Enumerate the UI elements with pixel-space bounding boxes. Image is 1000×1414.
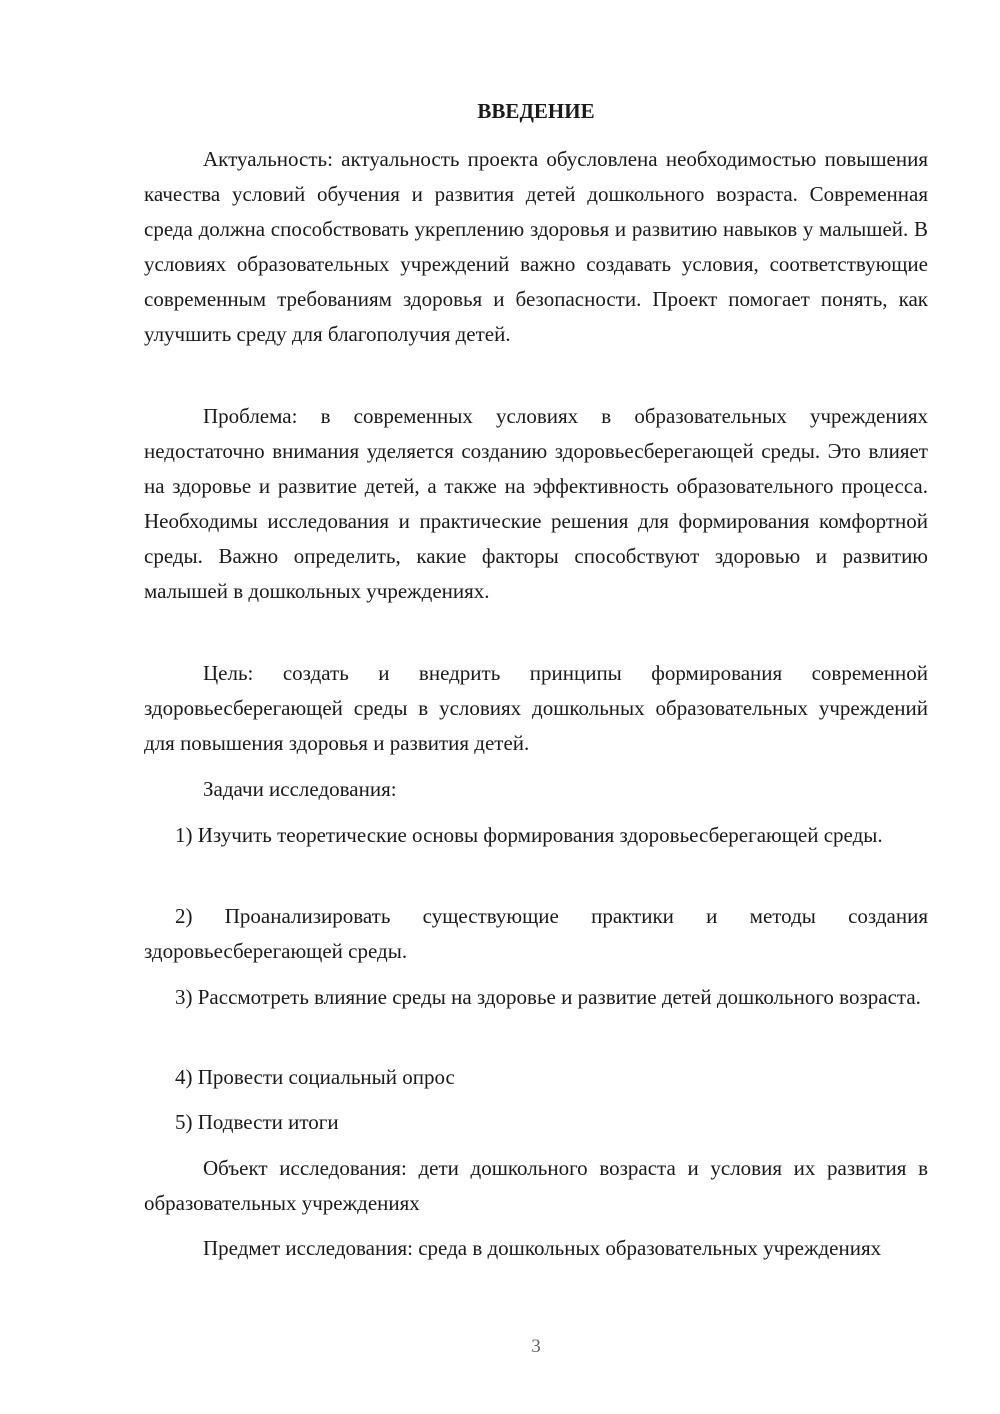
- task-item-1: 1) Изучить теоретические основы формирования здоровьесберегающей среды.: [175, 823, 883, 847]
- tasks-heading: Задачи исследования:: [203, 777, 397, 801]
- task-item-4: 4) Провести социальный опрос: [175, 1065, 455, 1089]
- task-item-3: 3) Рассмотреть влияние среды на здоровье и развитие детей дошкольного возраста.: [175, 985, 921, 1009]
- task-item-2: 2) Проанализировать существующие практики и методы создания здоровьесберегающей среды.: [144, 904, 928, 963]
- page-number: 3: [531, 1336, 541, 1357]
- paragraph-subject: Предмет исследования: среда в дошкольных образовательных учреждениях: [203, 1236, 882, 1260]
- document-page: [144, 0, 928, 1414]
- paragraph-problem: Проблема: в современных условиях в образовательных учреждениях недостаточно внимания уделяется созданию здоровьесберегающей среды. Это влияет на здоровье и развитие детей, а также на эффективность образовательного процесса. Необходимы исследования и практические решения для формирования комфортной среды. Важно определить, какие факторы способствуют здоровью и развитию малышей в дошкольных учреждениях.: [144, 404, 928, 603]
- paragraph-goal: Цель: создать и внедрить принципы формирования современной здоровьесберегающей среды в условиях дошкольных образовательных учреждений для повышения здоровья и развития детей.: [144, 661, 928, 755]
- paragraph-object: Объект исследования: дети дошкольного возраста и условия их развития в образовательных учреждениях: [144, 1156, 928, 1215]
- page-title: ВВЕДЕНИЕ: [477, 99, 595, 123]
- task-item-5: 5) Подвести итоги: [175, 1110, 339, 1134]
- paragraph-relevance: Актуальность: актуальность проекта обусловлена необходимостью повышения качества условий обучения и развития детей дошкольного возраста. Современная среда должна способствовать укреплению здоровья и развитию навыков у малышей. В условиях образовательных учреждений важно создавать условия, соответствующие современным требованиям здоровья и безопасности. Проект помогает понять, как улучшить среду для благополучия детей.: [144, 147, 928, 346]
